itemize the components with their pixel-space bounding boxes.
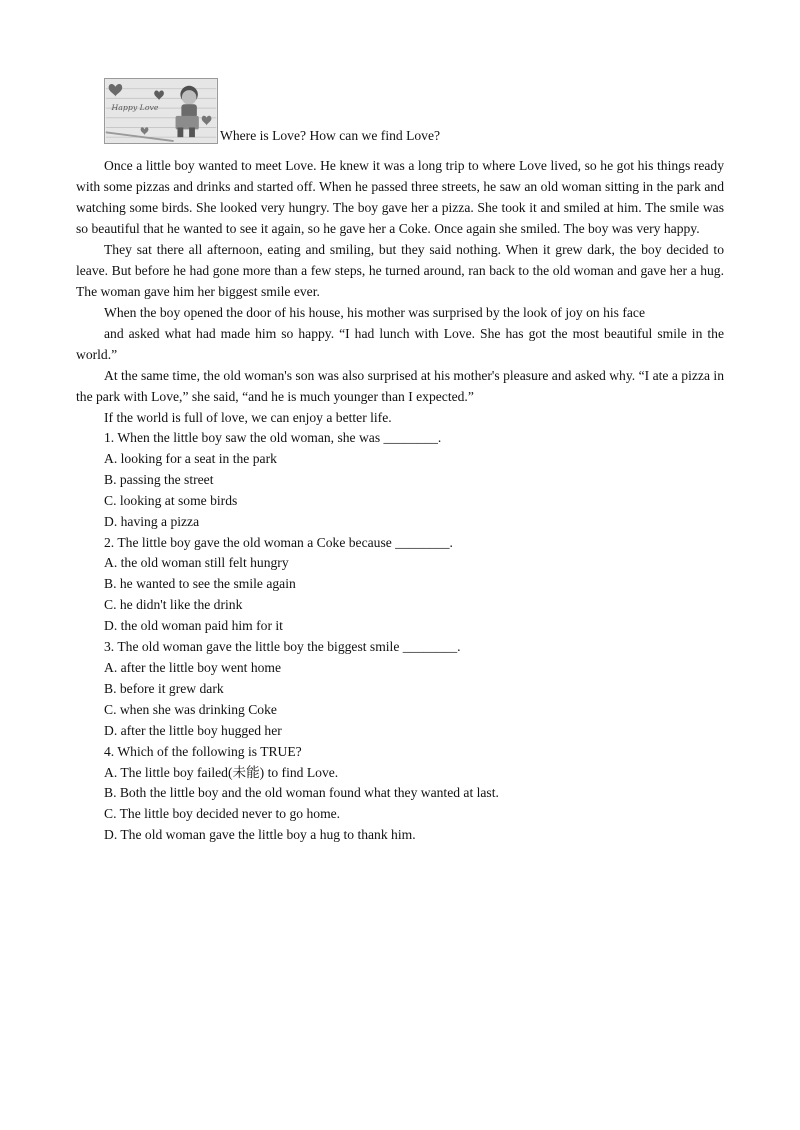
question-item <box>76 428 724 533</box>
question-item <box>76 637 724 742</box>
passage-paragraph: At the same time, the old woman's son was also surprised at his mother's pleasure and asked why. “I ate a pizza in the park with Love,” she said, “and he is much younger than I expected.” <box>76 368 724 404</box>
passage-paragraph: Once a little boy wanted to meet Love. He knew it was a long trip to where Love lived, so he got his things ready with some pizzas and drinks and started off. When he passed three streets, he saw an old woman sitting in the park and watching some birds. She looked very hungry. The boy gave her a pizza. She took it and smiled at him. The smile was so beautiful that he wanted to see it again, so he gave her a Coke. Once again she smiled. The boy was very happy. <box>76 158 724 236</box>
answer-option: B. he wanted to see the smile again <box>104 576 296 592</box>
answer-option: D. the old woman paid him for it <box>104 618 283 634</box>
question-stem: 1. When the little boy saw the old woman, she was ________. <box>104 430 442 445</box>
answer-option: A. the old woman still felt hungry <box>104 555 289 571</box>
answer-option: D. having a pizza <box>104 513 200 529</box>
answer-option: A. The little boy failed(未能) to find Love. <box>104 764 339 780</box>
answer-option: C. he didn't like the drink <box>104 597 243 613</box>
question-stem: 3. The old woman gave the little boy the biggest smile ________. <box>104 639 461 655</box>
header-row <box>76 76 724 144</box>
passage-paragraph: When the boy opened the door of his house, his mother was surprised by the look of joy on his face <box>104 305 645 320</box>
question-stem: 4. Which of the following is TRUE? <box>104 743 302 759</box>
answer-option: B. passing the street <box>104 471 214 487</box>
question-item <box>76 742 724 847</box>
answer-option: D. after the little boy hugged her <box>104 722 282 738</box>
answer-option: C. when she was drinking Coke <box>104 701 277 717</box>
answer-option: B. Both the little boy and the old woman found what they wanted at last. <box>104 785 499 801</box>
answer-option: C. The little boy decided never to go home. <box>104 806 341 822</box>
question-list <box>76 428 724 846</box>
worksheet-page <box>76 76 724 846</box>
answer-option: D. The old woman gave the little boy a hug to thank him. <box>104 827 416 843</box>
passage-paragraph: If the world is full of love, we can enjoy a better life. <box>104 410 392 425</box>
question-stem: 2. The little boy gave the old woman a Coke because ________. <box>104 534 453 550</box>
answer-option: C. looking at some birds <box>104 492 238 508</box>
answer-option: A. looking for a seat in the park <box>104 450 277 466</box>
reading-passage <box>76 155 724 428</box>
answer-option: B. before it grew dark <box>104 680 224 696</box>
passage-paragraph: and asked what had made him so happy. “I had lunch with Love. She has got the most beautiful smile in the world.” <box>76 326 724 362</box>
passage-title: Where is Love? How can we find Love? <box>220 128 441 143</box>
question-item <box>76 533 724 638</box>
boy-with-hearts-picture <box>104 78 218 144</box>
svg-text:Happy Love: Happy Love <box>111 103 159 113</box>
answer-option: A. after the little boy went home <box>104 659 282 675</box>
passage-paragraph: They sat there all afternoon, eating and smiling, but they said nothing. When it grew dark, the boy decided to leave. But before he had gone more than a few steps, he turned around, ran back to the old woman and gave her a hug. The woman gave him her biggest smile ever. <box>76 242 724 299</box>
